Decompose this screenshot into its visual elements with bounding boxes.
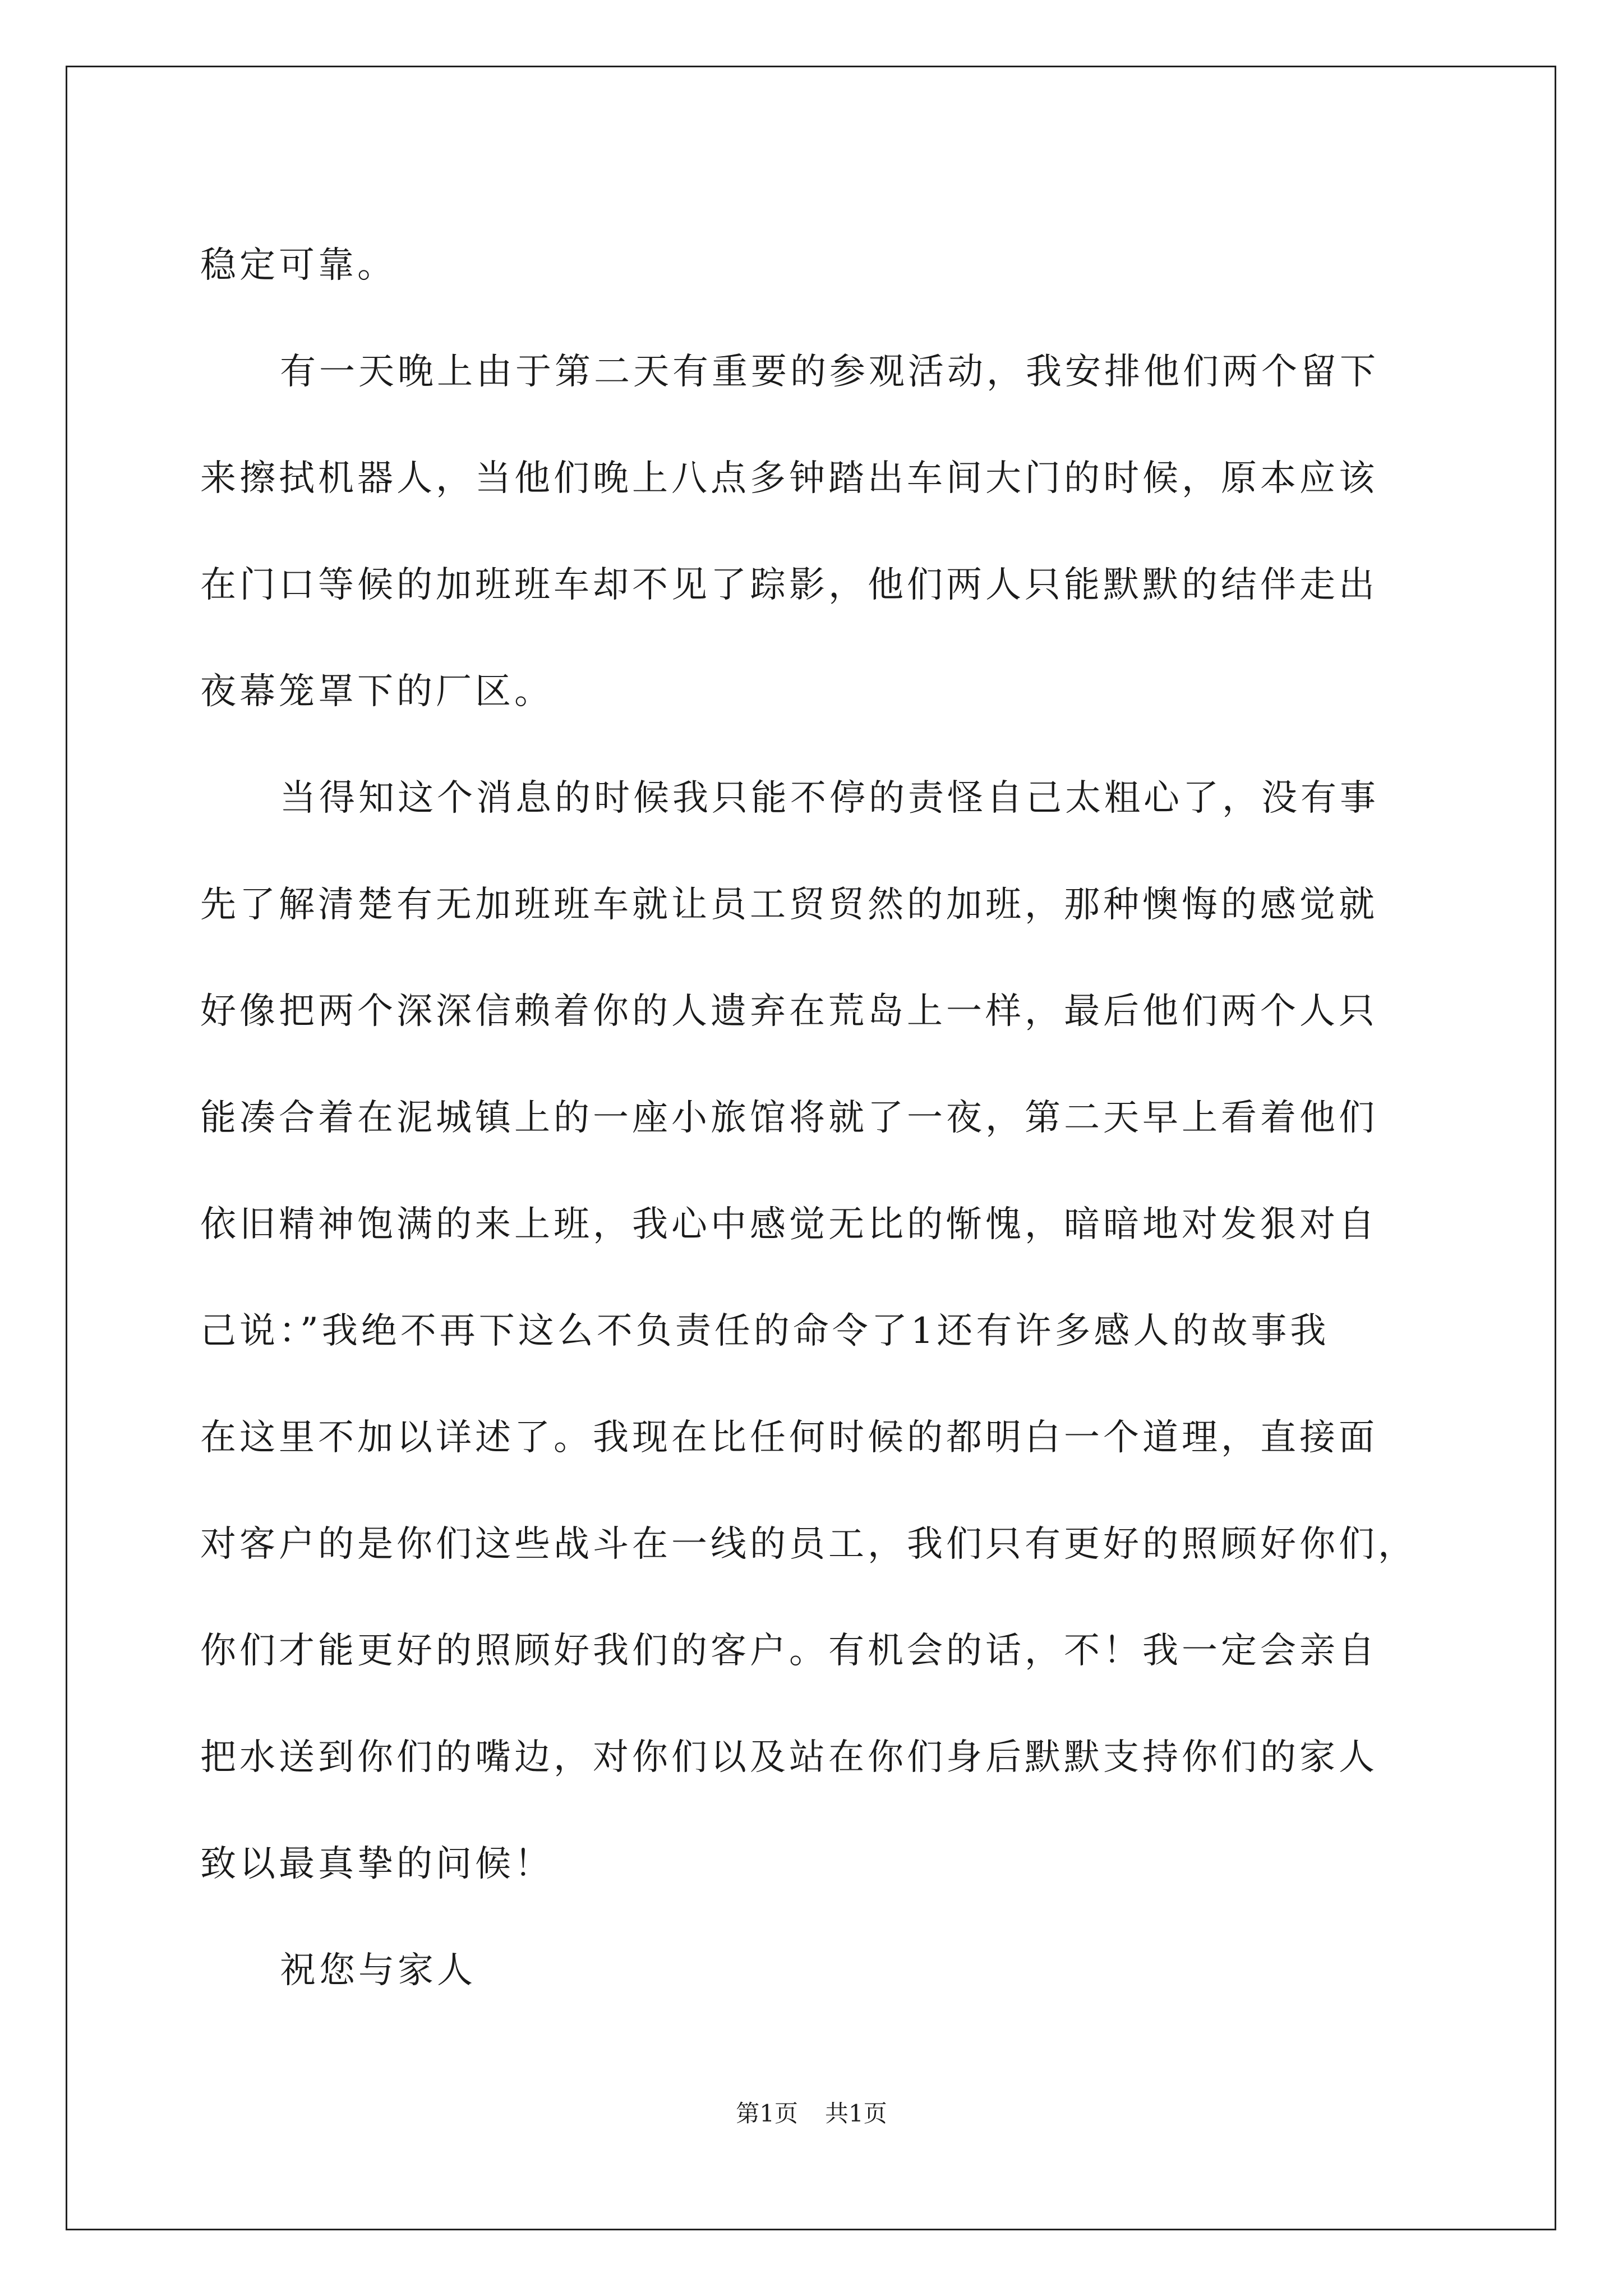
text-line: 对客户的是你们这些战斗在一线的员工，我们只有更好的照顾好你们， <box>200 1524 1417 1565</box>
text-line: 先了解清楚有无加班班车就让员工贸贸然的加班，那种懊悔的感觉就 <box>200 884 1378 926</box>
page-number: 第1页 <box>736 2100 798 2127</box>
page-total: 共1页 <box>825 2100 887 2127</box>
text-line: 能凑合着在泥城镇上的一座小旅馆将就了一夜，第二天早上看着他们 <box>200 1097 1378 1139</box>
text-line: 你们才能更好的照顾好我们的客户。有机会的话，不！我一定会亲自 <box>200 1630 1378 1672</box>
text-line: 己说：”我绝不再下这么不负责任的命令了1还有许多感人的故事我 <box>200 1310 1330 1352</box>
paragraph-start-line: 有一天晚上由于第二天有重要的参观活动，我安排他们两个留下 <box>280 351 1379 393</box>
page-footer <box>0 2097 1623 2131</box>
text-line: 把水送到你们的嘴边，对你们以及站在你们身后默默支持你们的家人 <box>200 1737 1378 1778</box>
text-line: 夜幕笼罩下的厂区。 <box>200 671 554 712</box>
text-line: 稳定可靠。 <box>200 245 396 286</box>
text-line: 在门口等候的加班班车却不见了踪影，他们两人只能默默的结伴走出 <box>200 564 1378 606</box>
letter-body <box>200 212 1434 2024</box>
closing-greeting: 祝您与家人 <box>280 1950 476 1991</box>
text-line: 好像把两个深深信赖着你的人遗弃在荒岛上一样，最后他们两个人只 <box>200 991 1378 1032</box>
text-line: 在这里不加以详述了。我现在比任何时候的都明白一个道理，直接面 <box>200 1417 1378 1458</box>
text-line: 依旧精神饱满的来上班，我心中感觉无比的惭愧，暗暗地对发狠对自 <box>200 1204 1378 1245</box>
text-line: 致以最真挚的问候！ <box>200 1843 554 1885</box>
paragraph-start-line: 当得知这个消息的时候我只能不停的责怪自己太粗心了，没有事 <box>280 777 1379 819</box>
text-line: 来擦拭机器人，当他们晚上八点多钟踏出车间大门的时候，原本应该 <box>200 458 1378 499</box>
